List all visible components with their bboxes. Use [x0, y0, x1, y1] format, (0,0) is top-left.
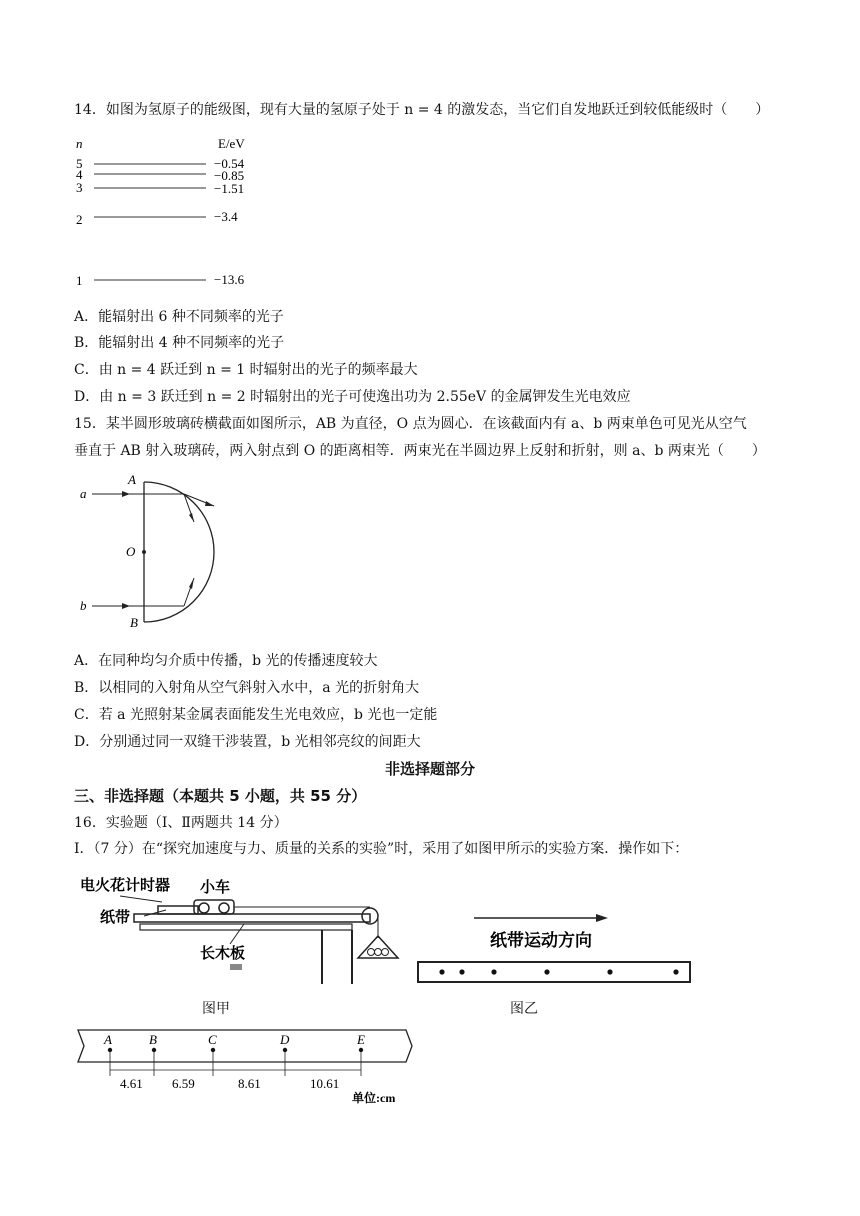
- distance-AB: 4.61: [120, 1076, 143, 1091]
- q15-option-b[interactable]: B．以相同的入射角从空气斜射入水中，a 光的折射角大: [74, 680, 420, 696]
- energy-axis-label: E/eV: [218, 136, 245, 151]
- level-energy: −1.51: [214, 181, 245, 196]
- level-energy: −0.85: [214, 168, 245, 183]
- q15-option-c[interactable]: C．若 a 光照射某金属表面能发生光电效应，b 光也一定能: [74, 707, 438, 723]
- semicircle-glass-diagram: [74, 470, 234, 630]
- tape-point-A: A: [104, 1032, 112, 1047]
- hanger-icon: [358, 936, 398, 958]
- ray-a-label: a: [80, 486, 87, 501]
- level-n: 2: [76, 212, 83, 227]
- n-axis-label: n: [76, 136, 83, 151]
- q16-title: 16．实验题（Ⅰ、Ⅱ两题共 14 分）: [74, 815, 288, 831]
- q15-option-a[interactable]: A．在同种均匀介质中传播，b 光的传播速度较大: [74, 653, 378, 669]
- tape-label: 纸带: [100, 910, 131, 926]
- unit-label: 单位:cm: [352, 1091, 396, 1105]
- ray-b-label: b: [80, 598, 87, 613]
- q16-part1: Ⅰ．（7 分）在“探究加速度与力、质量的关系的实验”时，采用了如图甲所示的实验方案．操作如下：: [74, 841, 689, 857]
- level-n: 1: [76, 273, 83, 288]
- distance-CD: 8.61: [238, 1076, 261, 1091]
- point-O-label: O: [126, 544, 136, 559]
- level-2: [76, 209, 238, 227]
- spark-timer-icon: [158, 906, 198, 914]
- tape-point-C: C: [208, 1032, 217, 1047]
- level-energy: −0.54: [214, 156, 245, 171]
- q14-option-b[interactable]: B．能辐射出 4 种不同频率的光子: [74, 335, 285, 351]
- level-n: 4: [76, 167, 83, 182]
- level-energy: −3.4: [214, 209, 238, 224]
- level-n: 5: [76, 156, 83, 171]
- tape-point-B: B: [149, 1032, 157, 1047]
- tape-point-E: E: [357, 1032, 365, 1047]
- level-3: [76, 180, 244, 196]
- q15-stem-line2: 垂直于 AB 射入玻璃砖，两入射点到 O 的距离相等．两束光在半圆边界上反射和折射，则 a、b 两束光（ ）: [74, 443, 766, 459]
- level-n: 3: [76, 180, 83, 195]
- level-1: [76, 272, 245, 288]
- distance-BC: 6.59: [172, 1076, 195, 1091]
- q14-stem: 14．如图为氢原子的能级图，现有大量的氢原子处于 n = 4 的激发态，当它们自发地跃迁到较低能级时（ ）: [74, 102, 770, 118]
- apparatus-figure: [74, 866, 414, 991]
- q14-option-a[interactable]: A．能辐射出 6 种不同频率的光子: [74, 309, 284, 325]
- cart-label: 小车: [200, 880, 231, 896]
- q14-option-d[interactable]: D．由 n = 3 跃迁到 n = 2 时辐射出的光子可使逸出功为 2.55eV 的金属钾发生光电效应: [74, 389, 631, 405]
- part-title: 非选择题部分: [384, 760, 475, 778]
- timer-label: 电火花计时器: [80, 878, 171, 894]
- board-label: 长木板: [200, 946, 246, 962]
- point-B-label: B: [130, 615, 138, 630]
- q14-option-c[interactable]: C．由 n = 4 跃迁到 n = 1 时辐射出的光子的频率最大: [74, 362, 418, 378]
- level-energy: −13.6: [214, 272, 245, 287]
- energy-level-diagram: [68, 130, 288, 290]
- figure-b-caption: 图乙: [510, 1001, 538, 1017]
- section-3-title: 三、非选择题（本题共 5 小题，共 55 分）: [74, 787, 367, 805]
- point-A-label: A: [128, 472, 136, 487]
- figure-a-caption: 图甲: [202, 1001, 230, 1017]
- direction-label: 纸带运动方向: [490, 931, 592, 950]
- distance-DE: 10.61: [310, 1076, 340, 1091]
- long-board: [134, 914, 370, 922]
- q15-option-d[interactable]: D．分别通过同一双缝干涉装置，b 光相邻亮纹的间距大: [74, 734, 421, 750]
- tape-point-D: D: [280, 1032, 290, 1047]
- paper-tape: [418, 962, 690, 982]
- tape-direction-figure: [410, 900, 700, 990]
- measured-tape-figure: [68, 1026, 418, 1108]
- q15-stem-line1: 15．某半圆形玻璃砖横截面如图所示，AB 为直径，O 点为圆心．在该截面内有 a、b 两束单色可见光从空气: [74, 416, 747, 432]
